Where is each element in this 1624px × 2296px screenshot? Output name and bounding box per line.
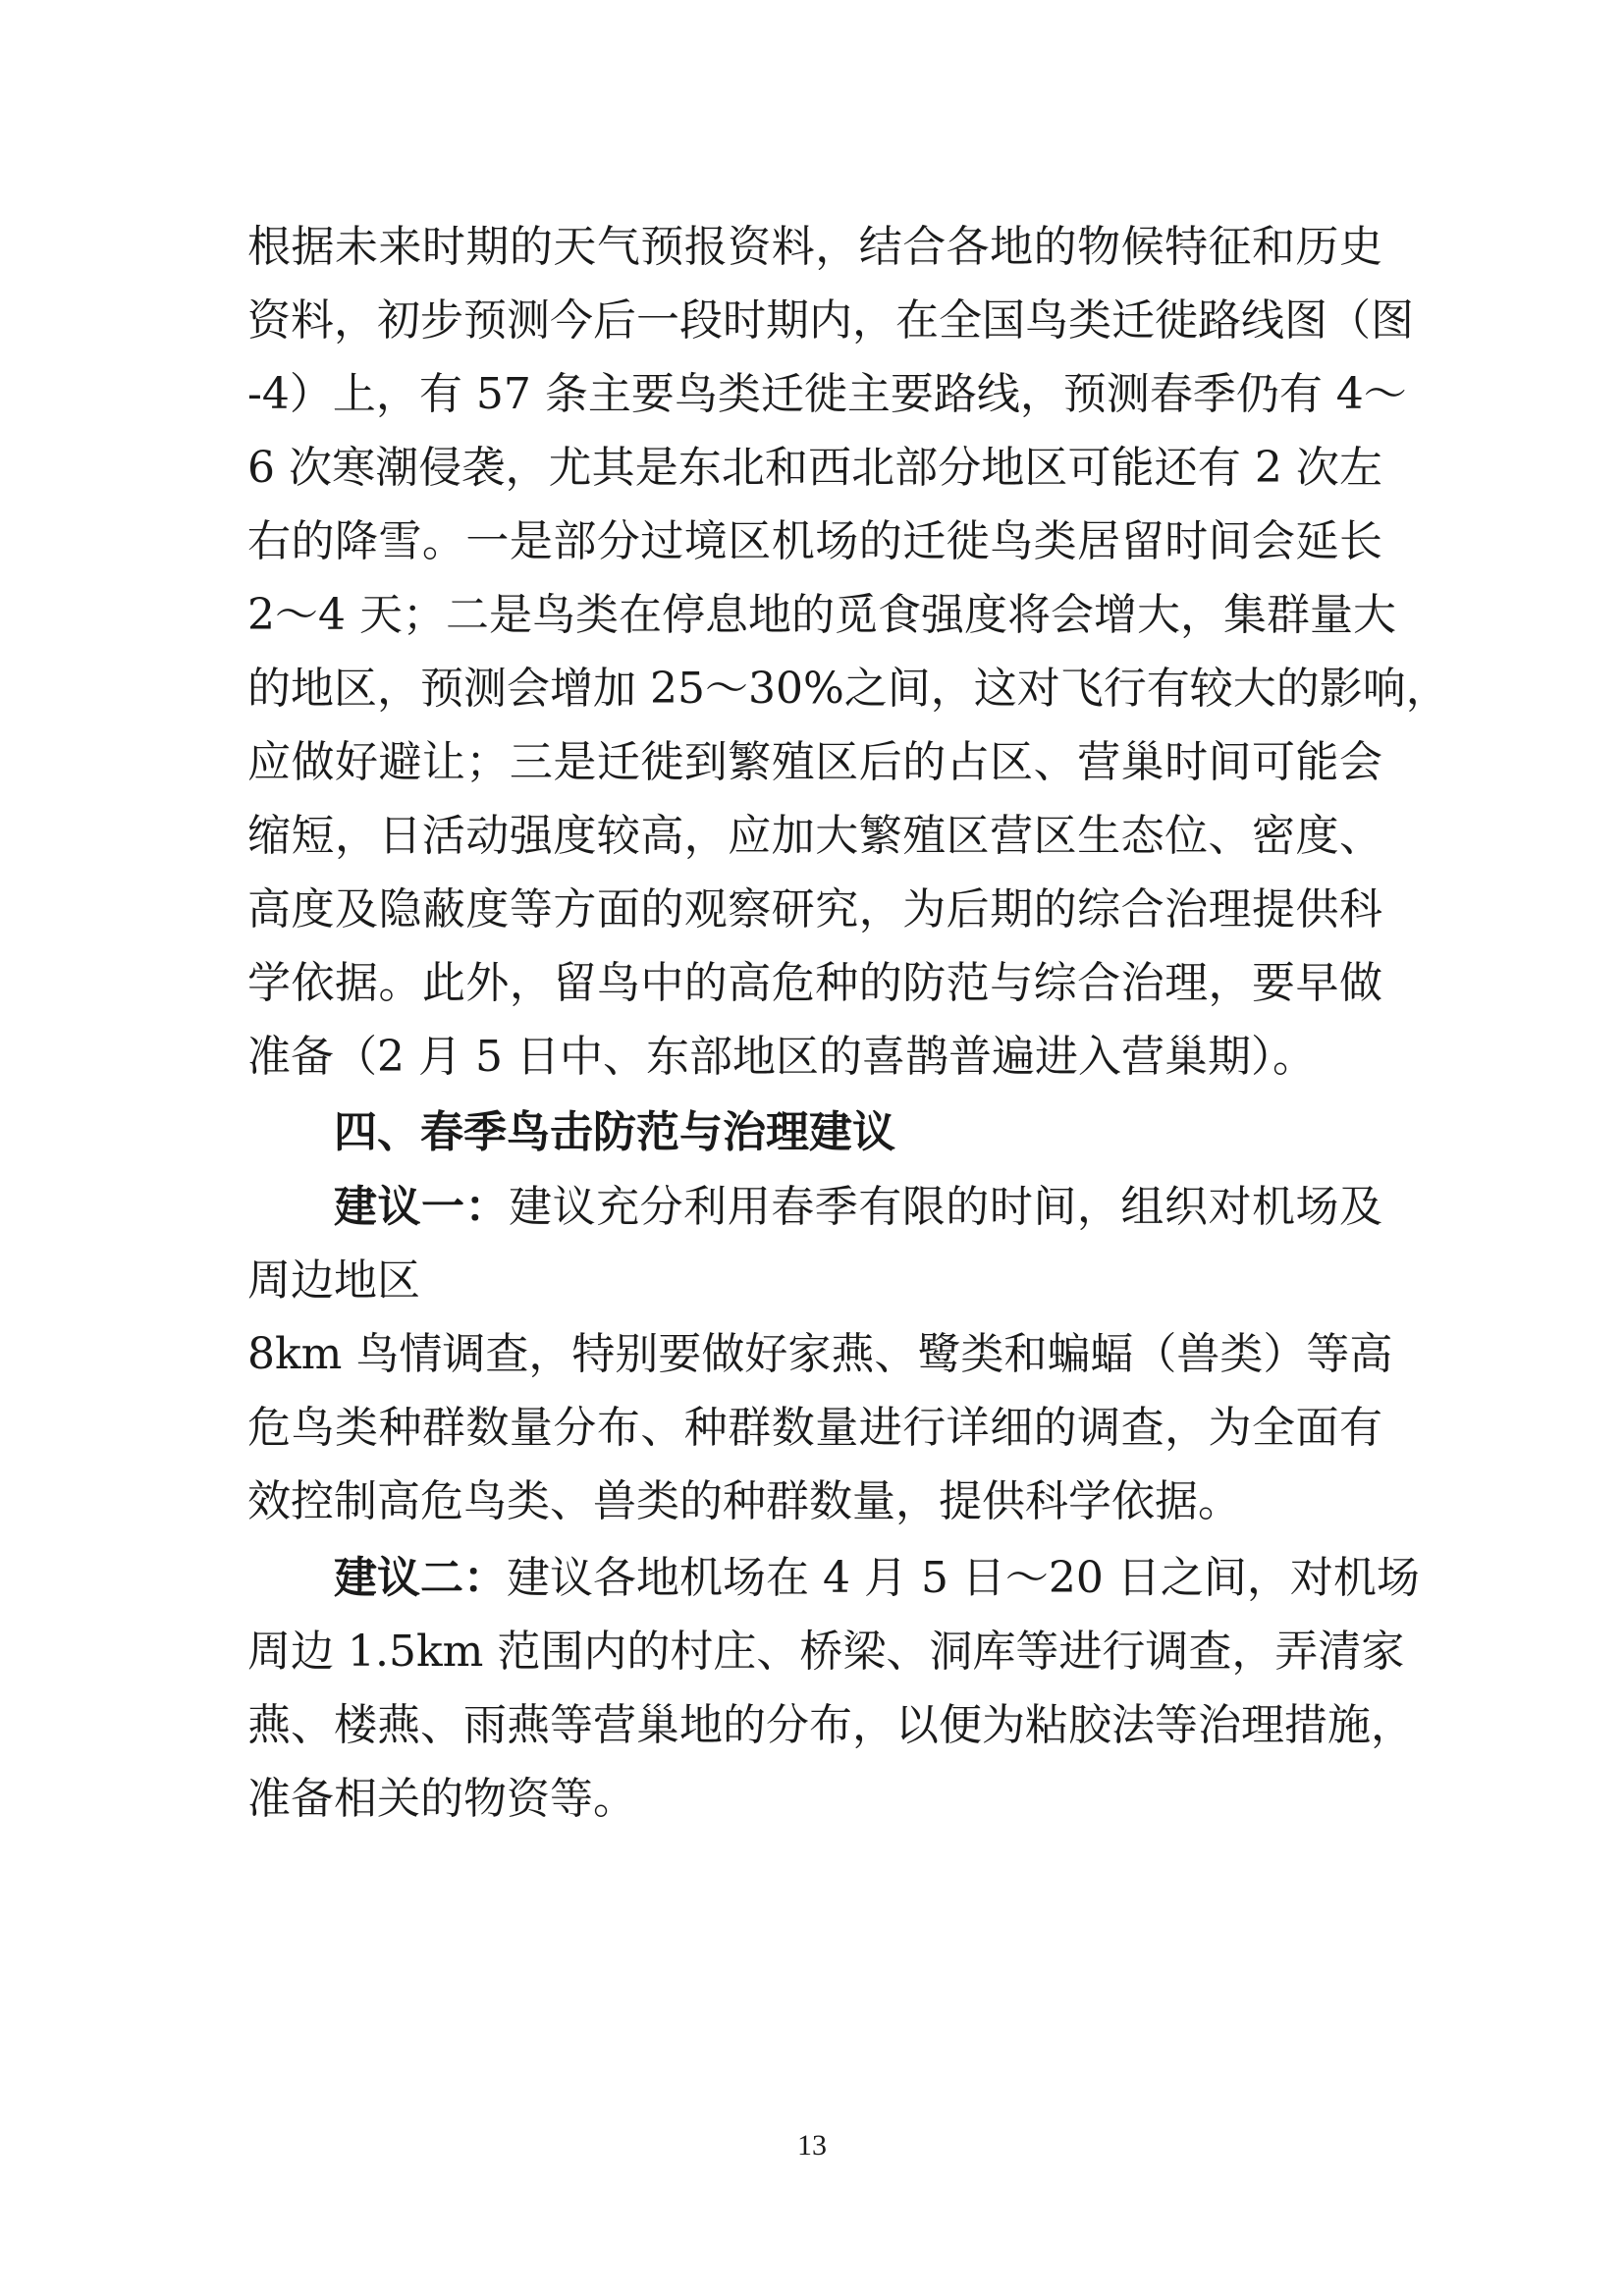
section-heading: 四、春季鸟击防范与治理建议 [334, 1107, 895, 1157]
body-line: 的地区，预测会增加 25～30%之间，这对飞行有较大的影响， [247, 664, 1449, 714]
suggestion-text: 建议各地机场在 4 月 5 日～20 日之间，对机场 [507, 1553, 1420, 1603]
suggestion-label: 建议一： [334, 1182, 510, 1232]
page-number: 13 [797, 2129, 827, 2162]
body-line: 危鸟类种群数量分布、种群数量进行详细的调查，为全面有 [247, 1403, 1382, 1453]
body-line: 效控制高危鸟类、兽类的种群数量，提供科学依据。 [247, 1476, 1241, 1526]
body-line: 燕、楼燕、雨燕等营巢地的分布，以便为粘胶法等治理措施， [247, 1700, 1414, 1750]
body-line: 2～4 天；二是鸟类在停息地的觅食强度将会增大，集群量大 [247, 590, 1396, 640]
body-line: 8km 鸟情调查，特别要做好家燕、鹭类和蝙蝠（兽类）等高 [247, 1329, 1393, 1379]
body-line: 高度及隐蔽度等方面的观察研究，为后期的综合治理提供科 [247, 884, 1382, 934]
body-line: 周边 1.5km 范围内的村庄、桥梁、洞库等进行调查，弄清家 [247, 1627, 1405, 1677]
suggestion-text: 建议充分利用春季有限的时间，组织对机场及 [509, 1182, 1383, 1232]
body-line: 缩短，日活动强度较高，应加大繁殖区营区生态位、密度、 [247, 811, 1382, 861]
suggestion-first-line [334, 1549, 1420, 1608]
body-line: 资料，初步预测今后一段时期内，在全国鸟类迁徙路线图（图 [247, 295, 1414, 346]
body-line: -4）上，有 57 条主要鸟类迁徙主要路线，预测春季仍有 4～ [247, 369, 1407, 419]
suggestion-label: 建议二： [334, 1553, 507, 1603]
suggestion-first-line [334, 1178, 1382, 1237]
body-line: 周边地区 [247, 1255, 420, 1306]
body-line: 右的降雪。一是部分过境区机场的迁徙鸟类居留时间会延长 [247, 516, 1382, 566]
body-line: 根据未来时期的天气预报资料，结合各地的物候特征和历史 [247, 222, 1382, 272]
body-line: 6 次寒潮侵袭，尤其是东北和西北部分地区可能还有 2 次左 [247, 443, 1382, 493]
body-line: 准备（2 月 5 日中、东部地区的喜鹊普遍进入营巢期）。 [247, 1032, 1316, 1082]
body-line: 应做好避让；三是迁徙到繁殖区后的占区、营巢时间可能会 [247, 737, 1382, 787]
body-line: 学依据。此外，留鸟中的高危种的防范与综合治理，要早做 [247, 958, 1382, 1008]
body-line: 准备相关的物资等。 [247, 1774, 636, 1824]
